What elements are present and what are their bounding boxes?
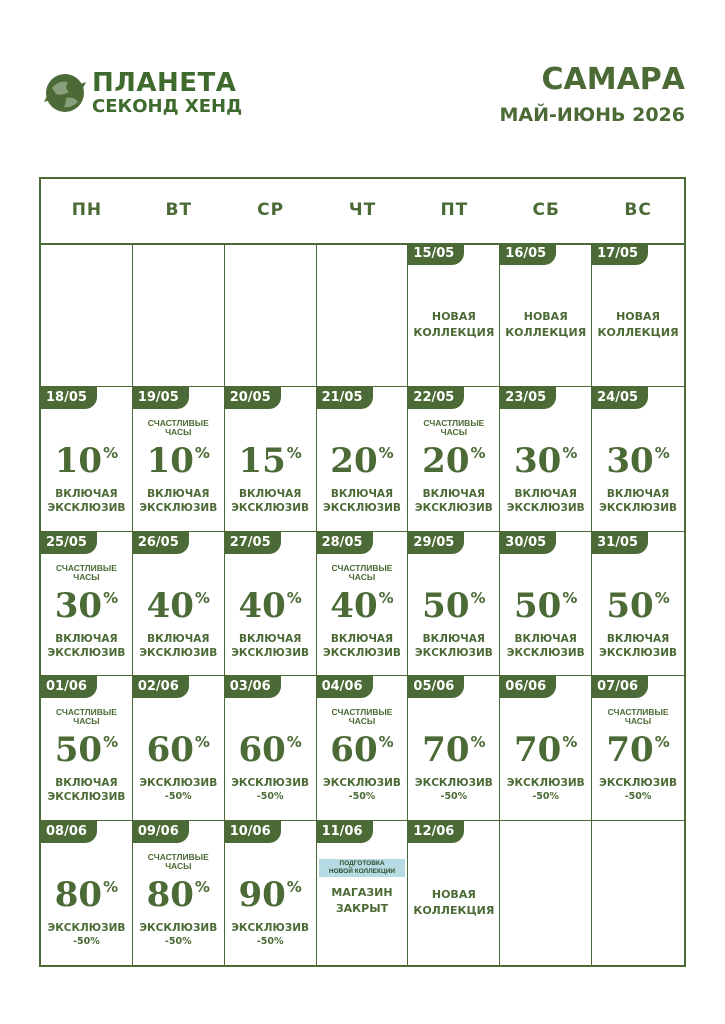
calendar-cells: [41, 243, 684, 965]
discount-scope: [317, 776, 408, 790]
date-tab: 05/06: [408, 676, 464, 698]
discount-scope: [133, 632, 224, 660]
discount-value: [225, 586, 316, 626]
happy-hours-label: [133, 419, 224, 437]
date-tab: 20/05: [225, 387, 281, 409]
calendar-day-cell: [592, 387, 684, 531]
calendar-day-cell: [225, 821, 317, 965]
percent-sign: %: [562, 444, 578, 463]
exclusive-discount: -50%: [348, 791, 376, 803]
happy-line2: ЧАСЫ: [440, 427, 468, 438]
percent-sign: %: [470, 444, 486, 463]
discount-number: 30: [54, 585, 103, 626]
discount-value: [592, 586, 684, 626]
date-tab: 10/06: [225, 821, 281, 843]
city-title: САМАРА: [541, 62, 685, 97]
calendar-day-cell: [592, 532, 684, 676]
calendar-day-cell: [408, 821, 500, 965]
discount-scope: [592, 776, 684, 790]
incl-line2: ЭКСКЛЮЗИВ: [599, 646, 677, 659]
happy-line1: СЧАСТЛИВЫЕ: [331, 707, 393, 718]
new-collection-line2: КОЛЛЕКЦИЯ: [413, 903, 495, 917]
discount-scope: [133, 921, 224, 935]
weekday-fri: ПТ: [440, 200, 469, 220]
new-collection-line1: НОВАЯ: [616, 310, 661, 323]
calendar-day-cell: [317, 676, 409, 820]
weekday-sun: ВС: [624, 200, 652, 220]
discount-number: 20: [330, 441, 378, 482]
calendar-day-cell: [500, 243, 592, 387]
discount-value: [41, 586, 132, 626]
calendar-grid: [39, 177, 686, 967]
calendar-day-cell: [408, 243, 500, 387]
discount-scope: [592, 632, 684, 660]
calendar-day-cell: [592, 676, 684, 820]
exclusive-discount: -50%: [73, 935, 100, 947]
discount-number: 70: [606, 730, 654, 771]
excl-line: ЭКСКЛЮЗИВ: [139, 921, 218, 934]
calendar-day-cell: [500, 821, 592, 965]
calendar-day-cell: [133, 821, 225, 965]
new-collection-label: [408, 887, 499, 919]
happy-line1: СЧАСТЛИВЫЕ: [423, 418, 485, 429]
discount-number: 50: [606, 585, 654, 626]
percent-sign: %: [378, 733, 394, 752]
discount-number: 30: [606, 441, 654, 482]
date-tab: 29/05: [408, 532, 464, 554]
calendar-day-cell: [408, 532, 500, 676]
calendar-day-cell: [41, 821, 133, 965]
discount-scope: [133, 776, 224, 790]
happy-line2: ЧАСЫ: [165, 860, 192, 871]
weekday-tue: ВТ: [165, 200, 193, 220]
calendar-day-cell: [133, 532, 225, 676]
discount-scope: [225, 632, 316, 660]
discount-scope: [225, 776, 316, 790]
prep-line1: ПОДГОТОВКА: [339, 859, 385, 867]
discount-scope: [500, 632, 591, 660]
excl-line: ЭКСКЛЮЗИВ: [599, 777, 677, 790]
discount-scope: [592, 487, 684, 515]
happy-line2: ЧАСЫ: [73, 716, 100, 727]
exclusive-discount: -50%: [256, 935, 284, 947]
happy-hours-label: [317, 708, 408, 726]
planet-recycle-icon: [42, 70, 88, 116]
new-collection-label: [500, 309, 591, 341]
discount-number: 30: [514, 441, 562, 482]
discount-scope: [41, 487, 132, 515]
discount-number: 80: [146, 874, 194, 915]
discount-value: [592, 441, 684, 481]
exclusive-discount: -50%: [532, 791, 560, 803]
excl-line: ЭКСКЛЮЗИВ: [139, 777, 218, 790]
happy-line1: СЧАСТЛИВЫЕ: [55, 562, 117, 573]
new-collection-label: [592, 309, 684, 341]
calendar-day-cell: [41, 676, 133, 820]
discount-value: [500, 586, 591, 626]
calendar-day-cell: [41, 532, 133, 676]
calendar-day-cell: [41, 243, 133, 387]
calendar-day-cell: [133, 243, 225, 387]
calendar-day-cell: [592, 243, 684, 387]
date-tab: 06/06: [500, 676, 556, 698]
discount-scope: [225, 487, 316, 515]
discount-number: 60: [238, 730, 286, 771]
percent-sign: %: [286, 444, 302, 463]
incl-line1: ВКЛЮЧАЯ: [55, 488, 118, 501]
discount-scope: [408, 632, 499, 660]
discount-number: 10: [54, 441, 103, 482]
new-collection-line1: НОВАЯ: [431, 310, 476, 323]
discount-number: 80: [54, 874, 103, 915]
new-collection-line1: НОВАЯ: [431, 887, 476, 901]
percent-sign: %: [194, 588, 210, 607]
date-tab: 25/05: [41, 532, 97, 554]
date-tab: 21/05: [317, 387, 373, 409]
incl-line1: ВКЛЮЧАЯ: [606, 632, 670, 645]
discount-value: [500, 730, 591, 770]
discount-value: [500, 441, 591, 481]
incl-line1: ВКЛЮЧАЯ: [55, 632, 118, 645]
incl-line2: ЭКСКЛЮЗИВ: [139, 502, 218, 515]
percent-sign: %: [103, 733, 119, 752]
incl-line2: ЭКСКЛЮЗИВ: [323, 502, 401, 515]
calendar-day-cell: [317, 243, 409, 387]
discount-value: [133, 586, 224, 626]
discount-number: 70: [422, 730, 470, 771]
exclusive-discount: -50%: [256, 791, 284, 803]
incl-line1: ВКЛЮЧАЯ: [330, 488, 394, 501]
discount-value: [317, 730, 408, 770]
discount-number: 40: [330, 585, 378, 626]
date-tab: 07/06: [592, 676, 648, 698]
exclusive-discount: -50%: [164, 935, 192, 947]
date-tab: 22/05: [408, 387, 464, 409]
calendar-day-cell: [500, 387, 592, 531]
discount-value: [592, 730, 684, 770]
discount-scope: [41, 921, 132, 935]
date-tab: 23/05: [500, 387, 556, 409]
incl-line2: ЭКСКЛЮЗИВ: [414, 502, 493, 515]
exclusive-discount: -50%: [440, 791, 468, 803]
happy-hours-label: [41, 708, 132, 726]
happy-line1: СЧАСТЛИВЫЕ: [331, 562, 393, 573]
incl-line1: ВКЛЮЧАЯ: [514, 632, 577, 645]
new-collection-label: [408, 309, 499, 341]
discount-number: 50: [54, 730, 103, 771]
prep-new-collection-badge: [319, 859, 406, 877]
incl-line2: ЭКСКЛЮЗИВ: [139, 646, 218, 659]
calendar-day-cell: [317, 387, 409, 531]
happy-hours-label: [317, 564, 408, 582]
happy-hours-label: [41, 564, 132, 582]
incl-line1: ВКЛЮЧАЯ: [55, 777, 118, 790]
discount-number: 90: [238, 874, 286, 915]
calendar-day-cell: [133, 387, 225, 531]
store-closed-label: [317, 885, 408, 917]
happy-line1: СЧАСТЛИВЫЕ: [607, 707, 669, 718]
percent-sign: %: [103, 877, 119, 896]
date-tab: 04/06: [317, 676, 373, 698]
discount-number: 10: [146, 441, 194, 482]
calendar-day-cell: [500, 532, 592, 676]
discount-scope: [41, 632, 132, 660]
weekday-header: [41, 179, 684, 245]
incl-line1: ВКЛЮЧАЯ: [147, 632, 210, 645]
happy-line2: ЧАСЫ: [624, 716, 652, 727]
excl-line: ЭКСКЛЮЗИВ: [231, 921, 310, 934]
incl-line1: ВКЛЮЧАЯ: [422, 632, 486, 645]
discount-number: 70: [514, 730, 562, 771]
discount-value: [225, 875, 316, 915]
discount-value: [317, 441, 408, 481]
incl-line1: ВКЛЮЧАЯ: [238, 488, 302, 501]
incl-line2: ЭКСКЛЮЗИВ: [323, 646, 401, 659]
percent-sign: %: [654, 444, 670, 463]
happy-line1: СЧАСТЛИВЫЕ: [55, 707, 117, 718]
incl-line2: ЭКСКЛЮЗИВ: [47, 502, 126, 515]
incl-line2: ЭКСКЛЮЗИВ: [231, 502, 310, 515]
incl-line2: ЭКСКЛЮЗИВ: [47, 646, 126, 659]
incl-line1: ВКЛЮЧАЯ: [422, 488, 486, 501]
date-tab: 03/06: [225, 676, 281, 698]
happy-line1: СЧАСТЛИВЫЕ: [147, 851, 209, 862]
incl-line1: ВКЛЮЧАЯ: [330, 632, 394, 645]
discount-scope: [133, 487, 224, 515]
weekday-mon: ПН: [71, 200, 103, 220]
incl-line1: ВКЛЮЧАЯ: [514, 488, 577, 501]
excl-line: ЭКСКЛЮЗИВ: [231, 777, 310, 790]
excl-line: ЭКСКЛЮЗИВ: [47, 921, 126, 934]
exclusive-discount: -50%: [624, 791, 652, 803]
date-tab: 11/06: [317, 821, 373, 843]
happy-hours-label: [592, 708, 684, 726]
calendar-day-cell: [41, 387, 133, 531]
date-tab: 16/05: [500, 243, 556, 265]
brand-name-line1: ПЛАНЕТА: [92, 68, 237, 98]
discount-number: 50: [514, 585, 562, 626]
date-tab: 30/05: [500, 532, 556, 554]
calendar-day-cell: [408, 387, 500, 531]
percent-sign: %: [103, 588, 119, 607]
incl-line2: ЭКСКЛЮЗИВ: [414, 646, 493, 659]
discount-value: [133, 441, 224, 481]
discount-value: [317, 586, 408, 626]
discount-number: 15: [238, 441, 286, 482]
discount-value: [41, 441, 132, 481]
excl-line: ЭКСКЛЮЗИВ: [506, 777, 585, 790]
discount-value: [133, 730, 224, 770]
discount-scope: [41, 776, 132, 804]
discount-scope: [500, 776, 591, 790]
percent-sign: %: [286, 877, 302, 896]
calendar-day-cell: [225, 243, 317, 387]
date-tab: 28/05: [317, 532, 373, 554]
date-tab: 01/06: [41, 676, 97, 698]
percent-sign: %: [470, 733, 486, 752]
weekday-wed: СР: [257, 200, 285, 220]
calendar-day-cell: [500, 676, 592, 820]
percent-sign: %: [654, 588, 670, 607]
exclusive-discount: -50%: [164, 791, 192, 803]
percent-sign: %: [378, 444, 394, 463]
date-tab: 19/05: [133, 387, 189, 409]
incl-line2: ЭКСКЛЮЗИВ: [231, 646, 310, 659]
date-tab: 17/05: [592, 243, 648, 265]
date-tab: 09/06: [133, 821, 189, 843]
incl-line2: ЭКСКЛЮЗИВ: [506, 646, 585, 659]
weekday-thu: ЧТ: [348, 200, 377, 220]
brand-logo: [42, 70, 242, 116]
brand-name-line2: СЕКОНД ХЕНД: [92, 96, 243, 117]
discount-number: 50: [422, 585, 470, 626]
date-tab: 31/05: [592, 532, 648, 554]
calendar-day-cell: [592, 821, 684, 965]
discount-value: [225, 730, 316, 770]
date-tab: 08/06: [41, 821, 97, 843]
discount-number: 20: [422, 441, 470, 482]
happy-line2: ЧАСЫ: [165, 427, 192, 438]
discount-value: [41, 730, 132, 770]
date-tab: 02/06: [133, 676, 189, 698]
discount-scope: [225, 921, 316, 935]
discount-value: [41, 875, 132, 915]
discount-scope: [500, 487, 591, 515]
new-collection-line2: КОЛЛЕКЦИЯ: [597, 326, 679, 339]
percent-sign: %: [103, 444, 119, 463]
prep-line2: НОВОЙ КОЛЛЕКЦИИ: [328, 867, 396, 875]
happy-hours-label: [133, 853, 224, 871]
discount-scope: [408, 776, 499, 790]
excl-line: ЭКСКЛЮЗИВ: [414, 777, 493, 790]
percent-sign: %: [286, 588, 302, 607]
discount-scope: [317, 632, 408, 660]
calendar-day-cell: [225, 676, 317, 820]
discount-number: 40: [146, 585, 194, 626]
percent-sign: %: [654, 733, 670, 752]
happy-line2: ЧАСЫ: [73, 571, 100, 582]
excl-line: ЭКСКЛЮЗИВ: [323, 777, 401, 790]
discount-number: 60: [146, 730, 194, 771]
date-tab: 26/05: [133, 532, 189, 554]
calendar-day-cell: [317, 532, 409, 676]
period-title: МАЙ-ИЮНЬ 2026: [499, 104, 685, 126]
percent-sign: %: [194, 733, 210, 752]
incl-line2: ЭКСКЛЮЗИВ: [47, 791, 126, 804]
new-collection-line1: НОВАЯ: [523, 310, 568, 323]
discount-number: 40: [238, 585, 286, 626]
date-tab: 15/05: [408, 243, 464, 265]
discount-value: [225, 441, 316, 481]
calendar-day-cell: [133, 676, 225, 820]
closed-line1: МАГАЗИН: [331, 885, 393, 899]
percent-sign: %: [286, 733, 302, 752]
incl-line1: ВКЛЮЧАЯ: [238, 632, 302, 645]
percent-sign: %: [194, 877, 210, 896]
happy-line1: СЧАСТЛИВЫЕ: [147, 418, 209, 429]
happy-line2: ЧАСЫ: [348, 716, 376, 727]
discount-value: [408, 586, 499, 626]
weekday-sat: СБ: [532, 200, 560, 220]
incl-line1: ВКЛЮЧАЯ: [147, 488, 210, 501]
discount-scope: [408, 487, 499, 515]
percent-sign: %: [562, 588, 578, 607]
new-collection-line2: КОЛЛЕКЦИЯ: [413, 326, 495, 339]
happy-hours-label: [408, 419, 499, 437]
discount-number: 60: [330, 730, 378, 771]
percent-sign: %: [378, 588, 394, 607]
closed-line2: ЗАКРЫТ: [335, 901, 389, 915]
percent-sign: %: [470, 588, 486, 607]
incl-line2: ЭКСКЛЮЗИВ: [506, 502, 585, 515]
discount-scope: [317, 487, 408, 515]
date-tab: 27/05: [225, 532, 281, 554]
date-tab: 24/05: [592, 387, 648, 409]
discount-value: [133, 875, 224, 915]
incl-line1: ВКЛЮЧАЯ: [606, 488, 670, 501]
happy-line2: ЧАСЫ: [348, 571, 376, 582]
percent-sign: %: [194, 444, 210, 463]
calendar-day-cell: [408, 676, 500, 820]
date-tab: 12/06: [408, 821, 464, 843]
calendar-day-cell: [225, 387, 317, 531]
discount-value: [408, 730, 499, 770]
incl-line2: ЭКСКЛЮЗИВ: [599, 502, 677, 515]
percent-sign: %: [562, 733, 578, 752]
calendar-day-cell: [225, 532, 317, 676]
discount-value: [408, 441, 499, 481]
new-collection-line2: КОЛЛЕКЦИЯ: [505, 326, 587, 339]
calendar-day-cell: [317, 821, 409, 965]
date-tab: 18/05: [41, 387, 97, 409]
